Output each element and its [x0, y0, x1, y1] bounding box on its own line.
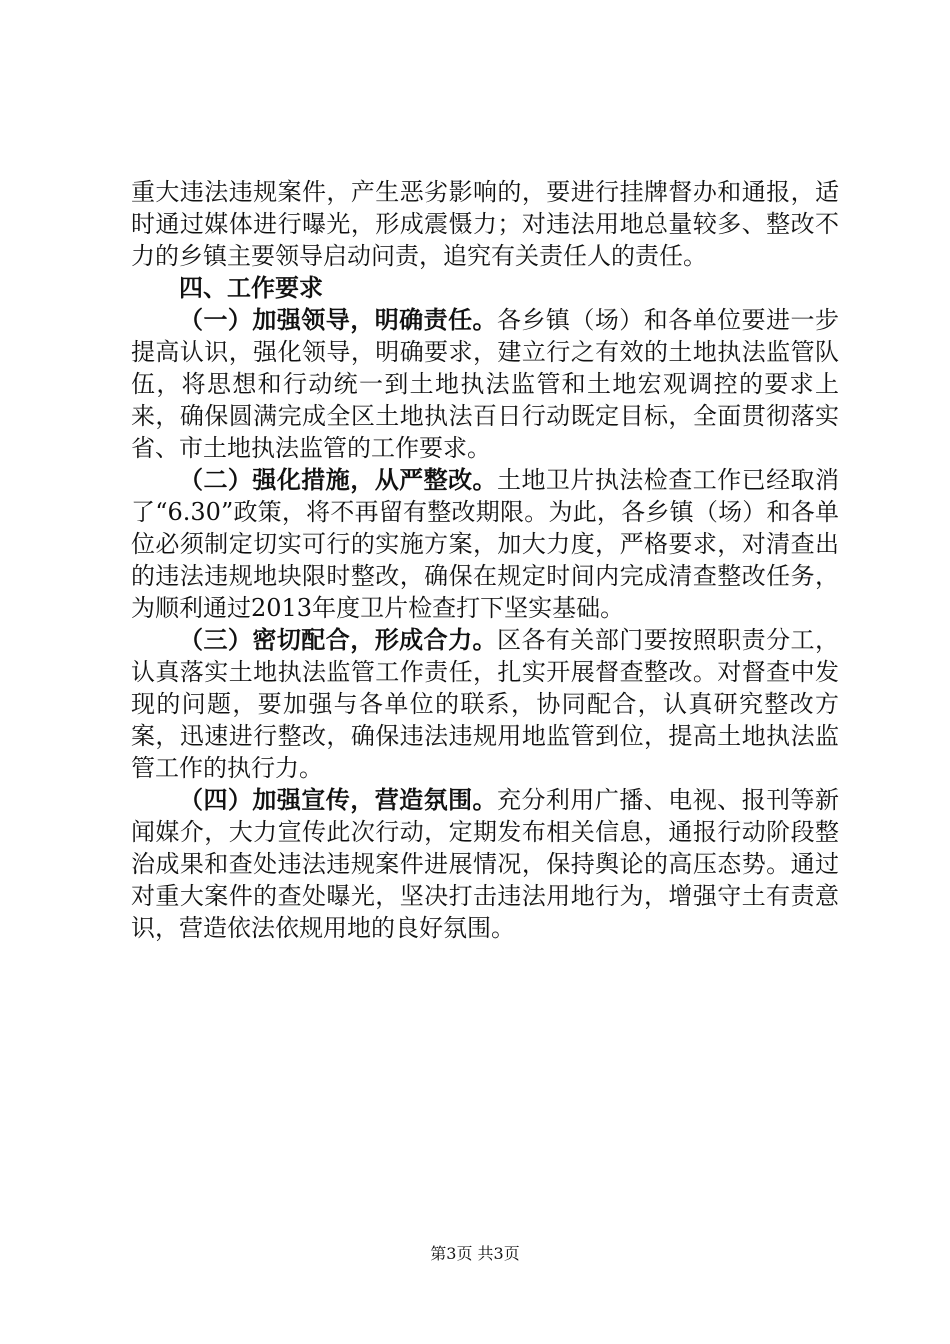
section-heading: 四、工作要求 — [179, 273, 323, 302]
requirement-body-3: 区各有关部门要按照职责分工，认真落实土地执法监管工作责任，扎实开展督查整改。对督查中发现的问题，要加强与各单位的联系，协同配合，认真研究整改方案，迅速进行整改，确保违法违规用地监管到位，提高土地执法监管工作的执行力。 — [131, 626, 839, 782]
page-number-footer: 第3页 共3页 — [430, 1244, 520, 1263]
requirement-heading-2: （二）强化措施，从严整改。 — [179, 465, 497, 494]
requirement-paragraph-1 — [131, 304, 839, 464]
requirement-heading-1: （一）加强领导，明确责任。 — [179, 305, 497, 334]
requirement-paragraph-3 — [131, 624, 839, 784]
document-body — [131, 176, 839, 944]
intro-paragraph: 重大违法违规案件，产生恶劣影响的，要进行挂牌督办和通报，适时通过媒体进行曝光，形成震慑力；对违法用地总量较多、整改不力的乡镇主要领导启动问责，追究有关责任人的责任。 — [131, 178, 839, 270]
requirement-body-1: 各乡镇（场）和各单位要进一步提高认识，强化领导，明确要求，建立行之有效的土地执法监管队伍，将思想和行动统一到土地执法监管和土地宏观调控的要求上来，确保圆满完成全区土地执法百日行动既定目标，全面贯彻落实省、市土地执法监管的工作要求。 — [131, 306, 839, 462]
requirement-body-4: 充分利用广播、电视、报刊等新闻媒介，大力宣传此次行动，定期发布相关信息，通报行动阶段整治成果和查处违法违规案件进展情况，保持舆论的高压态势。通过对重大案件的查处曝光，坚决打击违法用地行为，增强守土有责意识，营造依法依规用地的良好氛围。 — [131, 786, 839, 942]
requirement-paragraph-2 — [131, 464, 839, 624]
requirement-heading-4: （四）加强宣传，营造氛围。 — [179, 785, 497, 814]
requirement-body-2: 土地卫片执法检查工作已经取消了“6.30”政策，将不再留有整改期限。为此，各乡镇（场）和各单位必须制定切实可行的实施方案，加大力度，严格要求，对清查出的违法违规地块限时整改，确保在规定时间内完成清查整改任务，为顺利通过2013年度卫片检查打下坚实基础。 — [131, 466, 839, 622]
requirement-paragraph-4 — [131, 784, 839, 944]
requirement-heading-3: （三）密切配合，形成合力。 — [179, 625, 497, 654]
